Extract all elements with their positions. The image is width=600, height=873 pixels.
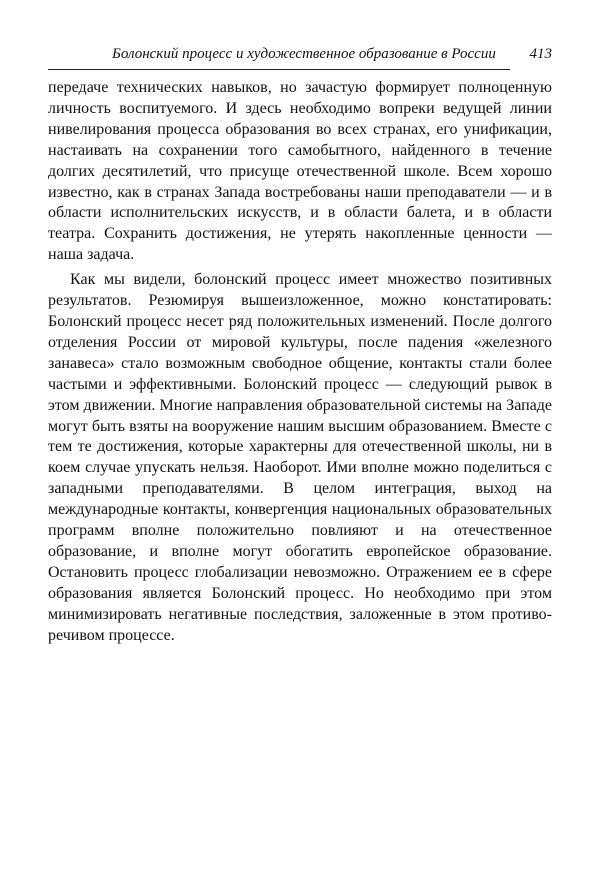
paragraph: Как мы видели, болонский процесс имеет множество позитивных результатов. Резюмируя вышеизложенное, можно констатировать: Болонский процесс несет ряд положительных изменений. После долгого отделения России от мировой культуры, после падения «железного занавеса» стало возможным свободное общение, контакты стали более частыми и эффективными. Болонский процесс — следующий рывок в этом движении. Многие направления образовательной системы на Западе могут быть взяты на вооружение нашим высшим образованием. Вместе с тем те достижения, которые характерны для отечественной школы, ни в коем случае упускать нельзя. Наоборот. Ими вполне можно поделиться с западными преподавателями. В целом интеграция, выход на международные контакты, конвергенция национальных образовательных программ вполне положительно повлияют и на отечественное образование, и вполне могут обогатить европейское образование. Остановить процесс глобализации невозможно. Отражением ее в сфере образования является Болонский процесс. Но необходимо при этом минимизировать негативные последствия, заложенные в этом противоречивом процессе. [48,271,552,644]
header-divider [48,69,510,70]
page-number: 413 [529,46,552,62]
paragraph-continued: передаче технических навыков, но зачастую формирует полноценную личность воспитуемого. И здесь необходимо вопреки ведущей линии нивелирования процесса образования во всех странах, его унификации, настаивать на сохранении того самобытного, найденного в течение долгих десятилетий, что присуще отечественной школе. Всем хорошо известно, как в странах Запада востребованы наши преподаватели — и в области исполнительских искусств, и в области балета, и в области театра. Сохранить достижения, не утерять накопленные ценности — наша задача. [48,79,552,264]
body-text [48,78,552,646]
running-head [48,44,552,66]
running-title: Болонский процесс и художественное образование в России [112,46,496,62]
